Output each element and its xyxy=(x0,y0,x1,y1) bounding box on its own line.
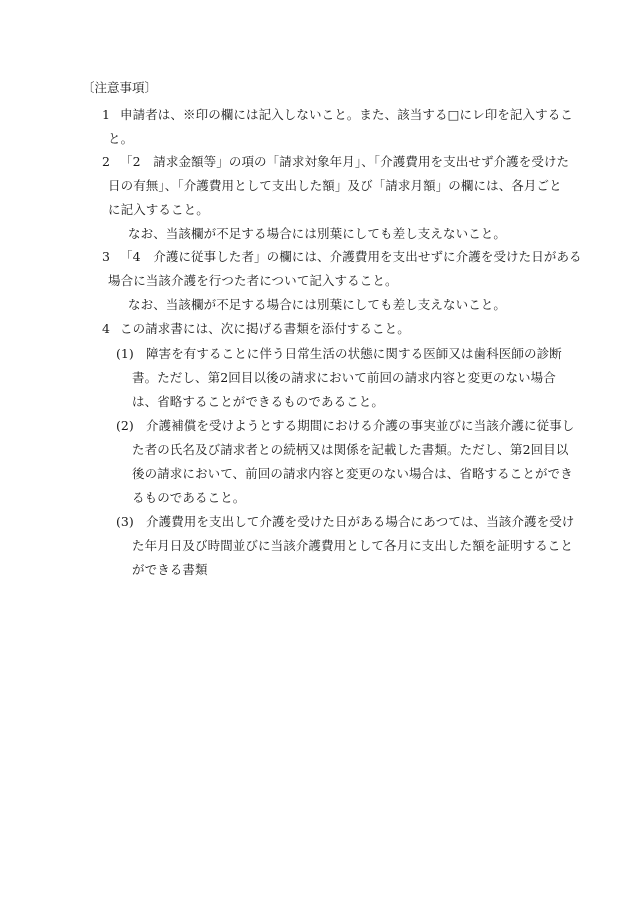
item-1-line-2: と。 xyxy=(108,131,134,146)
subitem-3-line-1: 介護費用を支出して介護を受けた日がある場合にあつては、当該介護を受け xyxy=(146,514,575,529)
item-4-number: 4 xyxy=(102,321,110,336)
notes-heading: 〔注意事項〕 xyxy=(82,80,158,95)
subitem-3-line-3: ができる書類 xyxy=(132,562,208,577)
item-1-number: 1 xyxy=(102,107,110,122)
subitem-2-line-1: 介護補償を受けようとする期間における介護の事実並びに当該介護に従事し xyxy=(146,418,575,433)
item-2-number: 2 xyxy=(102,154,110,169)
subitem-3-line-2: た年月日及び時間並びに当該介護費用として各月に支出した額を証明すること xyxy=(132,538,574,553)
item-3-line-2: 場合に当該介護を行つた者について記入すること。 xyxy=(108,273,398,288)
subitem-1-line-2: 書。ただし、第2回目以後の請求において前回の請求内容と変更のない場合 xyxy=(132,370,556,385)
subitem-2-line-2: た者の氏名及び請求者との続柄又は関係を記載した書類。ただし、第2回目以 xyxy=(132,442,569,457)
item-1-line-1: 申請者は、※印の欄には記入しないこと。また、該当する□にレ印を記入するこ xyxy=(120,107,573,122)
item-2-line-2: 日の有無」、「介護費用として支出した額」及び「請求月額」の欄には、各月ごと xyxy=(108,178,562,193)
subitem-1-line-1: 障害を有することに伴う日常生活の状態に関する医師又は歯科医師の診断 xyxy=(146,346,562,361)
item-3-line-1: 「4 介護に従事した者」の欄には、介護費用を支出せずに介護を受けた日がある xyxy=(120,249,582,264)
subitem-1-number: (1) xyxy=(116,346,134,361)
item-4-line-1: この請求書には、次に掲げる書類を添付すること。 xyxy=(120,321,410,336)
item-3-number: 3 xyxy=(102,249,110,264)
subitem-2-line-4: るものであること。 xyxy=(132,490,246,505)
subitem-2-line-3: 後の請求において、前回の請求内容と変更のない場合は、省略することができ xyxy=(132,466,573,481)
subitem-2-number: (2) xyxy=(116,418,134,433)
item-2-line-1: 「2 請求金額等」の項の「請求対象年月」、「介護費用を支出せず介護を受けた xyxy=(120,154,570,169)
item-3-note: なお、当該欄が不足する場合には別葉にしても差し支えないこと。 xyxy=(128,297,507,312)
subitem-3-number: (3) xyxy=(116,514,134,529)
item-2-note: なお、当該欄が不足する場合には別葉にしても差し支えないこと。 xyxy=(128,226,507,241)
subitem-1-line-3: は、省略することができるものであること。 xyxy=(132,394,385,409)
item-2-line-3: に記入すること。 xyxy=(108,202,209,217)
